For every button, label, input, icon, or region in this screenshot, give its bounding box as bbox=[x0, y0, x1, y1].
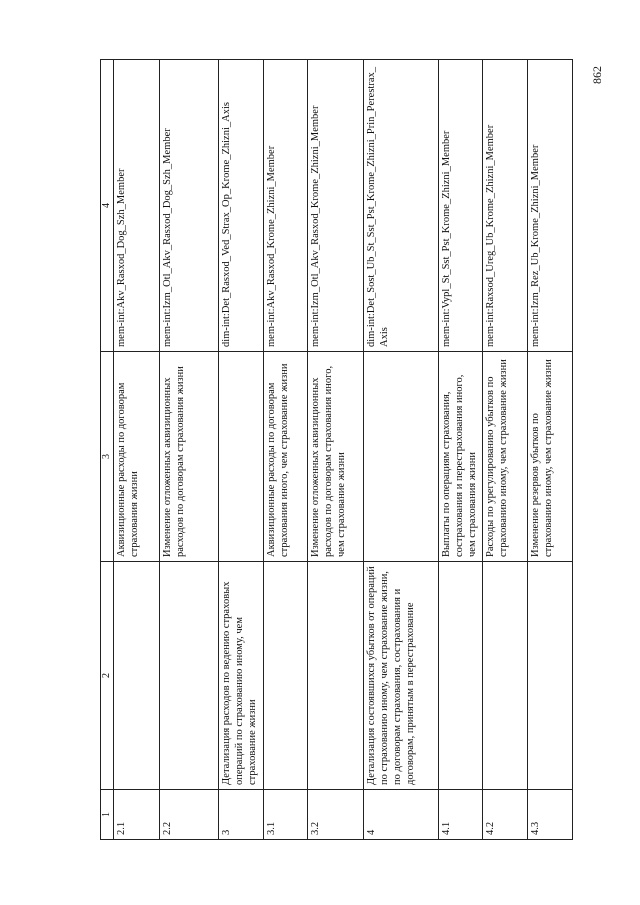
header-col-2: 2 bbox=[101, 562, 114, 790]
row-code: mem-int:Izm_Otl_Akv_Rasxod_Krome_Zhizni_Member bbox=[308, 60, 364, 352]
row-member-label: Выплаты по операциям страхования, сострахования и перестрахования иного, чем страхования жизни bbox=[439, 352, 483, 562]
row-number: 2.2 bbox=[160, 790, 219, 840]
row-code: mem-int:Izm_Rez_Ub_Krome_Zhizni_Member bbox=[528, 60, 573, 352]
row-number: 4.2 bbox=[483, 790, 528, 840]
row-group-label bbox=[264, 562, 308, 790]
row-group-label: Детализация расходов по ведению страховых операций по страхованию иному, чем страхование жизни bbox=[219, 562, 264, 790]
row-number: 4.1 bbox=[439, 790, 483, 840]
page-number: 862 bbox=[589, 66, 604, 84]
row-number: 2.1 bbox=[114, 790, 160, 840]
row-group-label bbox=[160, 562, 219, 790]
header-col-4: 4 bbox=[101, 60, 114, 352]
row-member-label: Изменение резервов убытков по страхованию иному, чем страхование жизни bbox=[528, 352, 573, 562]
table-row bbox=[160, 60, 219, 840]
table-row bbox=[439, 60, 483, 840]
row-group-label bbox=[483, 562, 528, 790]
row-code: mem-int:Akv_Rasxod_Krome_Zhizni_Member bbox=[264, 60, 308, 352]
table-row bbox=[528, 60, 573, 840]
row-code: mem-int:Izm_Otl_Akv_Rasxod_Dog_Szh_Member bbox=[160, 60, 219, 352]
row-member-label bbox=[219, 352, 264, 562]
row-number: 3 bbox=[219, 790, 264, 840]
row-member-label: Аквизиционные расходы по договорам страхования иного, чем страхование жизни bbox=[264, 352, 308, 562]
row-number: 4.3 bbox=[528, 790, 573, 840]
row-number: 4 bbox=[364, 790, 439, 840]
table-row bbox=[483, 60, 528, 840]
row-member-label: Изменение отложенных аквизиционных расходов по договорам страхования жизни bbox=[160, 352, 219, 562]
table-row bbox=[308, 60, 364, 840]
table-row bbox=[364, 60, 439, 840]
row-member-label: Изменение отложенных аквизиционных расходов по договорам страхования иного, чем страхование жизни bbox=[308, 352, 364, 562]
row-number: 3.2 bbox=[308, 790, 364, 840]
header-col-3: 3 bbox=[101, 352, 114, 562]
table-row bbox=[264, 60, 308, 840]
row-code: dim-int:Det_Rasxod_Ved_Strax_Op_Krome_Zhizni_Axis bbox=[219, 60, 264, 352]
row-code: dim-int:Det_Sost_Ub_St_Sst_Pst_Krome_Zhizni_Prin_Perestrax_Axis bbox=[364, 60, 439, 352]
row-group-label bbox=[114, 562, 160, 790]
row-code: mem-int:Vypl_St_Sst_Pst_Krome_Zhizni_Member bbox=[439, 60, 483, 352]
row-code: mem-int:Raxsod_Ureg_Ub_Krome_Zhizni_Member bbox=[483, 60, 528, 352]
header-col-1: 1 bbox=[101, 790, 114, 840]
row-member-label: Аквизиционные расходы по договорам страхования жизни bbox=[114, 352, 160, 562]
data-table bbox=[100, 59, 573, 840]
table-row bbox=[114, 60, 160, 840]
row-member-label bbox=[364, 352, 439, 562]
row-group-label bbox=[439, 562, 483, 790]
row-group-label: Детализация состоявшихся убытков от операций по страхованию иному, чем страхование жизни, по договорам страхования, сострахования и договорам, принятым в перестрахование bbox=[364, 562, 439, 790]
row-member-label: Расходы по урегулированию убытков по страхованию иному, чем страхование жизни bbox=[483, 352, 528, 562]
row-code: mem-int:Akv_Rasxod_Dog_Szh_Member bbox=[114, 60, 160, 352]
rotated-table-container bbox=[100, 60, 554, 840]
row-group-label bbox=[308, 562, 364, 790]
table-header-row bbox=[101, 60, 114, 840]
row-group-label bbox=[528, 562, 573, 790]
table-row bbox=[219, 60, 264, 840]
row-number: 3.1 bbox=[264, 790, 308, 840]
